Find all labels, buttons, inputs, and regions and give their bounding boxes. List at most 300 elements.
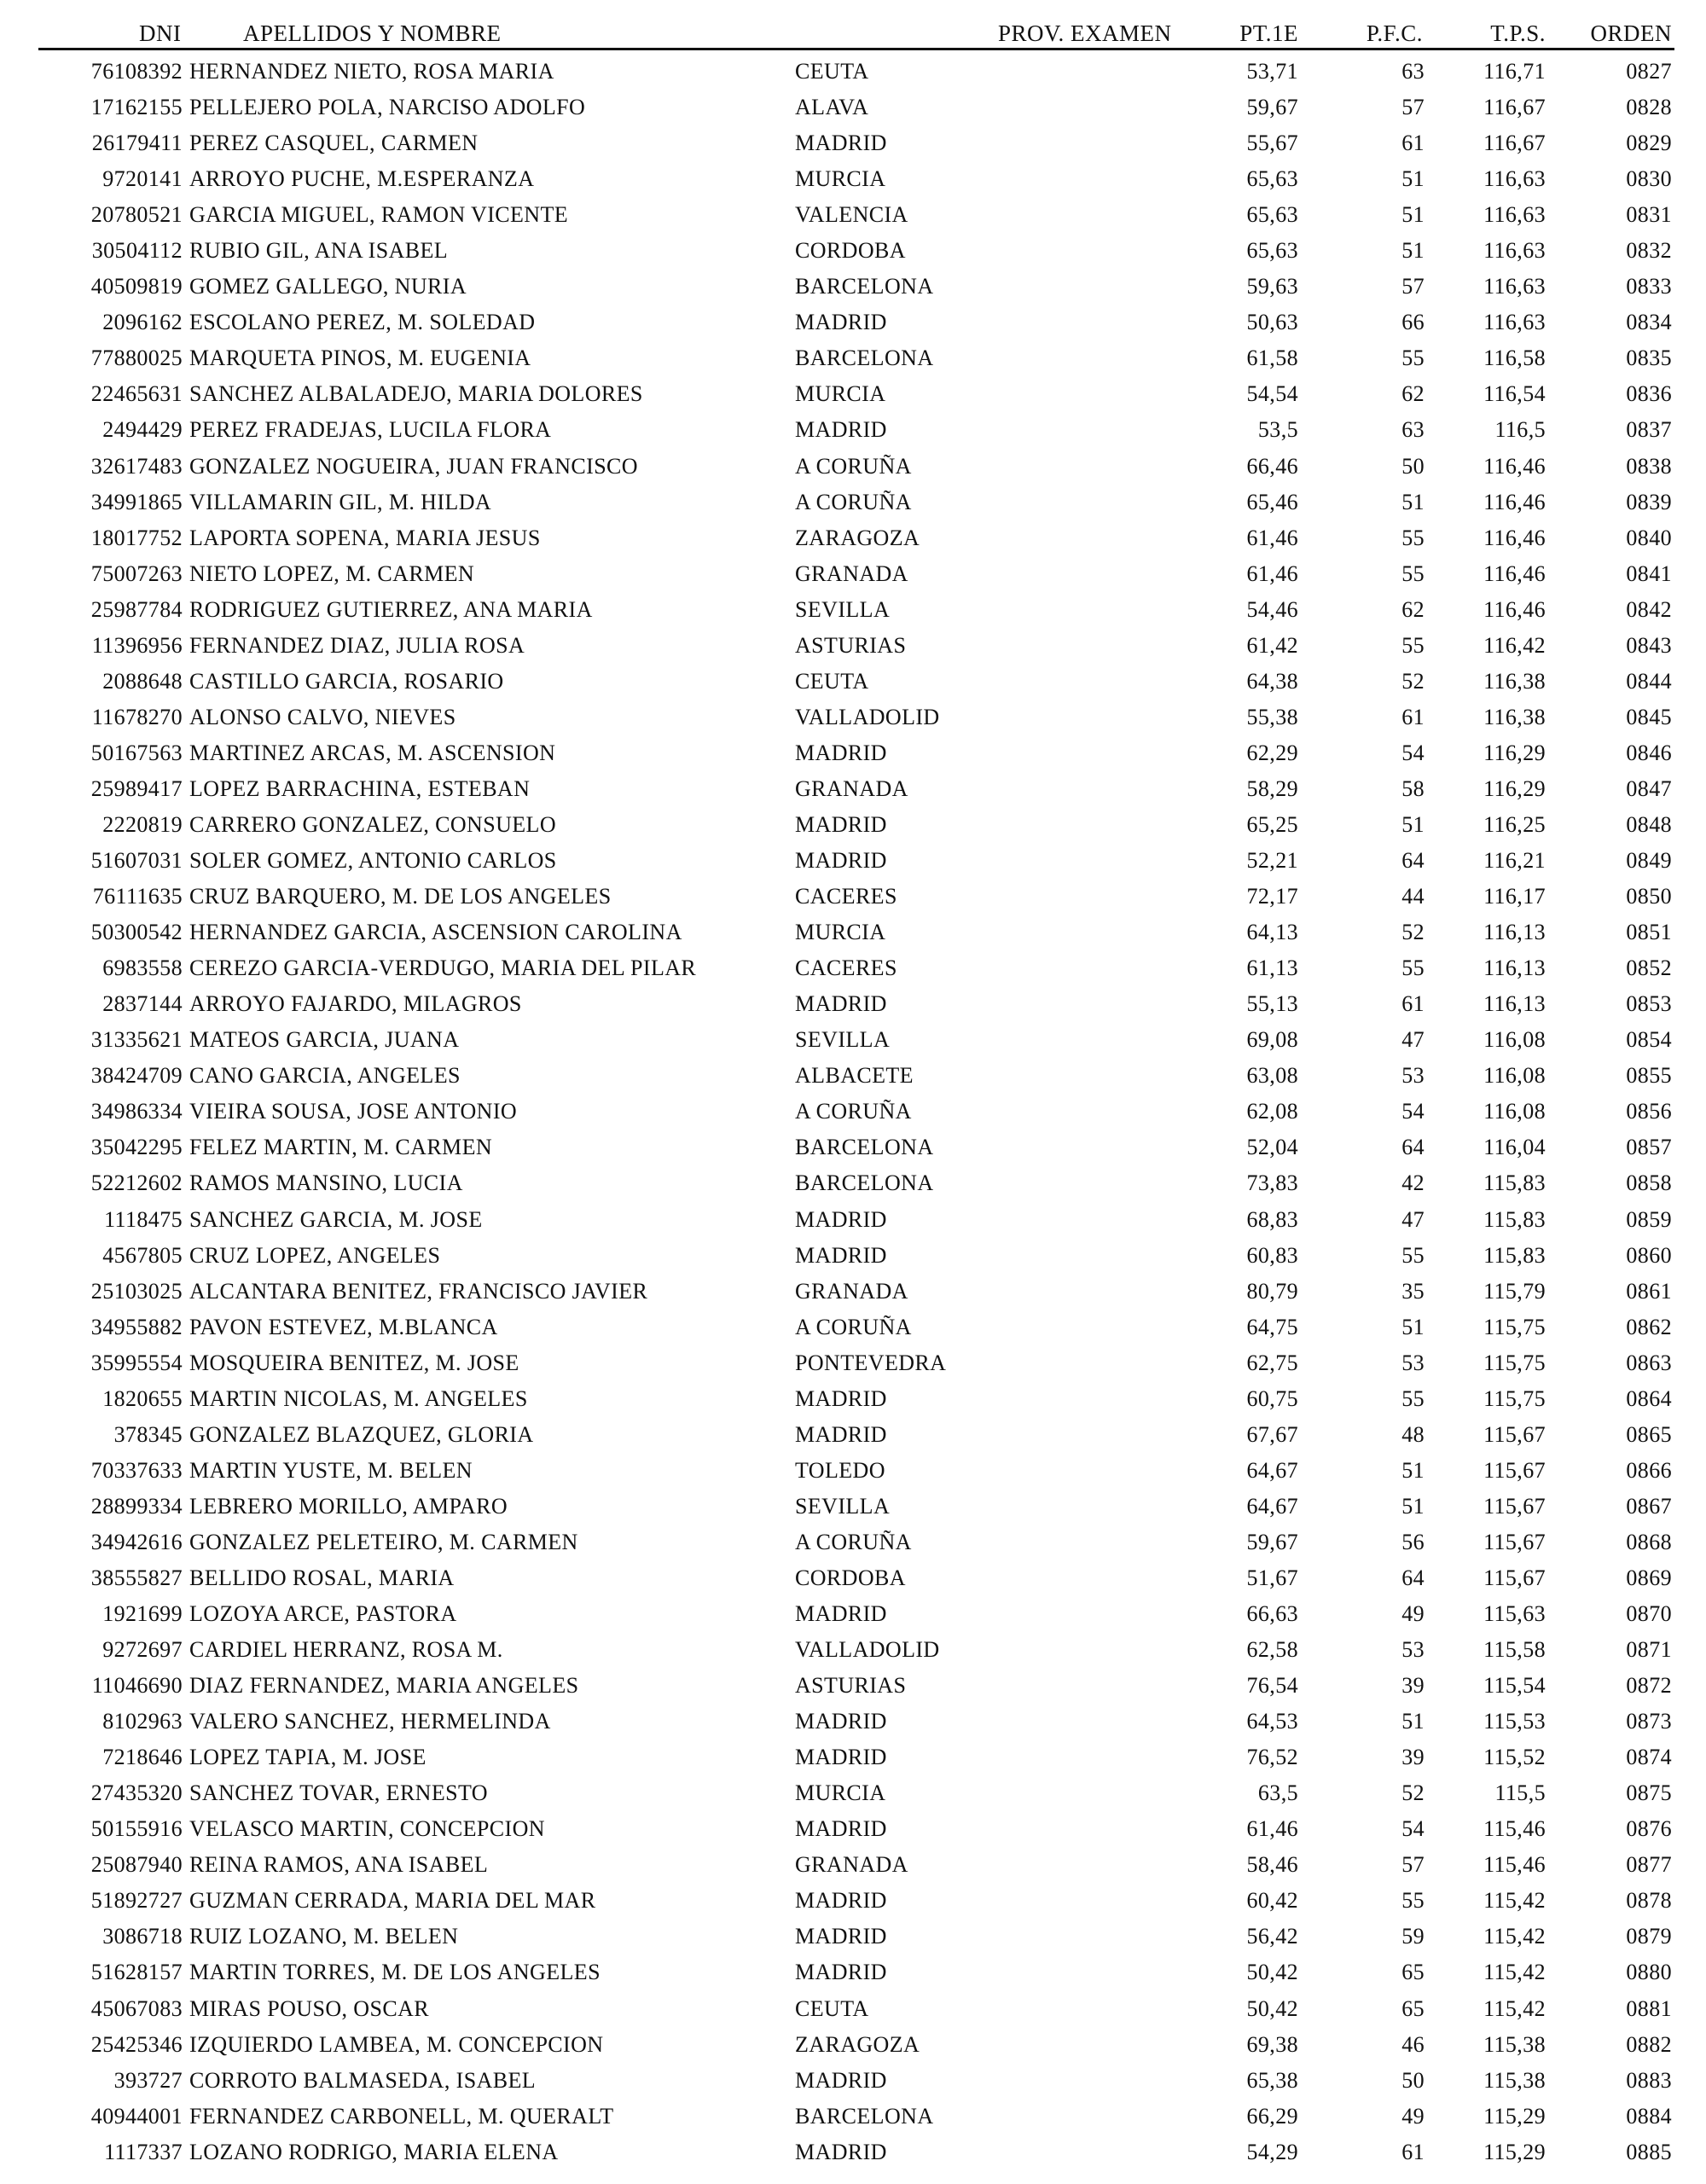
- cell-prov: MADRID: [795, 1960, 887, 1985]
- table-row: [0, 1598, 1706, 1634]
- cell-orden: 0847: [1626, 775, 1672, 801]
- cell-dni: 52212602: [90, 1170, 183, 1196]
- cell-tps: 115,83: [1483, 1206, 1546, 1232]
- cell-orden: 0836: [1626, 381, 1672, 407]
- cell-pfc: 51: [1401, 202, 1425, 228]
- cell-pfc: 42: [1401, 1170, 1425, 1196]
- cell-prov: MADRID: [795, 1206, 887, 1232]
- cell-name: CASTILLO GARCIA, ROSARIO: [189, 668, 504, 694]
- table-row: [0, 1526, 1706, 1562]
- cell-pfc: 55: [1401, 561, 1425, 586]
- cell-pfc: 64: [1401, 1135, 1425, 1160]
- cell-tps: 115,67: [1483, 1493, 1546, 1519]
- cell-pt: 66,29: [1246, 2103, 1298, 2129]
- cell-name: LEBRERO MORILLO, AMPARO: [189, 1493, 508, 1519]
- header-divider: [38, 48, 1674, 50]
- cell-pt: 64,67: [1246, 1457, 1298, 1483]
- table-row: [0, 1419, 1706, 1455]
- cell-dni: 75007263: [90, 561, 183, 586]
- cell-orden: 0850: [1626, 884, 1672, 909]
- cell-orden: 0876: [1626, 1816, 1672, 1842]
- cell-orden: 0831: [1626, 202, 1672, 228]
- cell-name: CORROTO BALMASEDA, ISABEL: [189, 2067, 537, 2093]
- cell-pt: 58,46: [1246, 1852, 1298, 1878]
- cell-tps: 115,42: [1483, 1888, 1546, 1914]
- cell-dni: 38555827: [90, 1565, 183, 1590]
- cell-pt: 61,42: [1246, 632, 1298, 658]
- cell-tps: 115,58: [1483, 1637, 1546, 1663]
- cell-orden: 0883: [1626, 2067, 1672, 2093]
- cell-tps: 116,63: [1483, 274, 1546, 299]
- cell-name: MARTIN YUSTE, M. BELEN: [189, 1457, 473, 1483]
- cell-pt: 59,67: [1246, 1529, 1298, 1554]
- cell-pt: 68,83: [1246, 1206, 1298, 1232]
- cell-prov: PONTEVEDRA: [795, 1350, 947, 1375]
- cell-orden: 0860: [1626, 1242, 1672, 1268]
- table-row: [0, 1167, 1706, 1203]
- table-row: [0, 594, 1706, 630]
- cell-tps: 116,29: [1483, 740, 1546, 765]
- cell-orden: 0851: [1626, 920, 1672, 945]
- table-row: [0, 1777, 1706, 1813]
- table-row: [0, 342, 1706, 378]
- cell-pfc: 62: [1401, 381, 1425, 407]
- cell-prov: A CORUÑA: [795, 1099, 912, 1124]
- cell-dni: 26179411: [91, 131, 183, 156]
- cell-tps: 116,63: [1483, 238, 1546, 264]
- cell-prov: MURCIA: [795, 381, 886, 407]
- cell-tps: 116,08: [1483, 1063, 1546, 1089]
- cell-prov: TOLEDO: [795, 1457, 885, 1483]
- cell-prov: SEVILLA: [795, 1493, 891, 1519]
- cell-pfc: 61: [1401, 131, 1425, 156]
- table-body: [0, 55, 1706, 2172]
- cell-tps: 115,5: [1494, 1780, 1546, 1806]
- cell-name: FERNANDEZ DIAZ, JULIA ROSA: [189, 632, 525, 658]
- cell-pt: 58,29: [1246, 775, 1298, 801]
- cell-name: SANCHEZ TOVAR, ERNESTO: [189, 1780, 488, 1806]
- table-row: [0, 1455, 1706, 1490]
- cell-name: GONZALEZ NOGUEIRA, JUAN FRANCISCO: [189, 453, 638, 479]
- cell-name: FELEZ MARTIN, M. CARMEN: [189, 1135, 493, 1160]
- cell-name: DIAZ FERNANDEZ, MARIA ANGELES: [189, 1673, 579, 1699]
- cell-orden: 0834: [1626, 310, 1672, 335]
- cell-tps: 115,42: [1483, 1924, 1546, 1949]
- cell-prov: GRANADA: [795, 1852, 908, 1878]
- cell-pt: 80,79: [1246, 1278, 1298, 1304]
- cell-tps: 116,04: [1483, 1135, 1546, 1160]
- table-row: [0, 1634, 1706, 1670]
- cell-tps: 116,63: [1483, 310, 1546, 335]
- cell-pt: 55,67: [1246, 131, 1298, 156]
- cell-orden: 0833: [1626, 274, 1672, 299]
- cell-pt: 65,38: [1246, 2067, 1298, 2093]
- cell-prov: MADRID: [795, 848, 887, 874]
- cell-pt: 50,63: [1246, 310, 1298, 335]
- cell-tps: 116,71: [1483, 59, 1546, 84]
- cell-prov: GRANADA: [795, 1278, 908, 1304]
- cell-pfc: 51: [1401, 1493, 1425, 1519]
- cell-pt: 64,38: [1246, 668, 1298, 694]
- table-row: [0, 1240, 1706, 1275]
- cell-orden: 0837: [1626, 417, 1672, 443]
- table-row: [0, 2065, 1706, 2100]
- cell-dni: 51892727: [90, 1888, 183, 1914]
- table-row: [0, 450, 1706, 486]
- cell-dni: 76108392: [90, 59, 183, 84]
- cell-pt: 67,67: [1246, 1421, 1298, 1447]
- table-row: [0, 1311, 1706, 1347]
- cell-dni: 25989417: [90, 775, 183, 801]
- cell-pfc: 61: [1401, 991, 1425, 1017]
- table-row: [0, 701, 1706, 737]
- cell-prov: MADRID: [795, 1601, 887, 1627]
- cell-dni: 9272697: [102, 1637, 183, 1663]
- cell-pt: 61,46: [1246, 561, 1298, 586]
- cell-prov: VALLADOLID: [795, 704, 940, 729]
- cell-prov: MADRID: [795, 740, 887, 765]
- cell-dni: 1921699: [102, 1601, 183, 1627]
- cell-pt: 52,04: [1246, 1135, 1298, 1160]
- cell-prov: GRANADA: [795, 775, 908, 801]
- table-row: [0, 1275, 1706, 1311]
- cell-pfc: 46: [1401, 2031, 1425, 2057]
- cell-pt: 66,46: [1246, 453, 1298, 479]
- cell-prov: BARCELONA: [795, 274, 934, 299]
- cell-pfc: 56: [1401, 1529, 1425, 1554]
- cell-pfc: 64: [1401, 1565, 1425, 1590]
- cell-prov: MADRID: [795, 1242, 887, 1268]
- cell-pt: 65,46: [1246, 489, 1298, 514]
- cell-prov: MADRID: [795, 417, 887, 443]
- cell-prov: CEUTA: [795, 668, 869, 694]
- cell-dni: 51607031: [90, 848, 183, 874]
- cell-tps: 115,42: [1483, 1960, 1546, 1985]
- cell-pt: 72,17: [1246, 884, 1298, 909]
- cell-prov: GRANADA: [795, 561, 908, 586]
- cell-dni: 50300542: [90, 920, 183, 945]
- cell-dni: 18017752: [90, 525, 183, 550]
- cell-prov: MADRID: [795, 811, 887, 837]
- cell-name: GOMEZ GALLEGO, NURIA: [189, 274, 467, 299]
- cell-dni: 31335621: [90, 1027, 183, 1053]
- cell-pfc: 57: [1401, 274, 1425, 299]
- cell-orden: 0838: [1626, 453, 1672, 479]
- cell-name: PAVON ESTEVEZ, M.BLANCA: [189, 1314, 498, 1339]
- cell-pt: 51,67: [1246, 1565, 1298, 1590]
- cell-name: RAMOS MANSINO, LUCIA: [189, 1170, 463, 1196]
- cell-pfc: 35: [1401, 1278, 1425, 1304]
- cell-name: SANCHEZ ALBALADEJO, MARIA DOLORES: [189, 381, 643, 407]
- cell-name: ESCOLANO PEREZ, M. SOLEDAD: [189, 310, 536, 335]
- cell-pt: 64,53: [1246, 1709, 1298, 1734]
- cell-pfc: 51: [1401, 166, 1425, 192]
- cell-pt: 50,42: [1246, 1995, 1298, 2021]
- table-row: [0, 737, 1706, 773]
- cell-name: MOSQUEIRA BENITEZ, M. JOSE: [189, 1350, 519, 1375]
- cell-orden: 0859: [1626, 1206, 1672, 1232]
- cell-prov: CEUTA: [795, 59, 869, 84]
- cell-name: HERNANDEZ GARCIA, ASCENSION CAROLINA: [189, 920, 682, 945]
- cell-prov: MADRID: [795, 1888, 887, 1914]
- cell-name: LOZANO RODRIGO, MARIA ELENA: [189, 2139, 559, 2164]
- table-row: [0, 809, 1706, 845]
- table-row: [0, 1670, 1706, 1705]
- table-row: [0, 127, 1706, 163]
- cell-orden: 0849: [1626, 848, 1672, 874]
- cell-orden: 0835: [1626, 346, 1672, 371]
- cell-dni: 1820655: [102, 1385, 183, 1411]
- header-orden: ORDEN: [1590, 20, 1672, 46]
- cell-tps: 115,67: [1483, 1565, 1546, 1590]
- cell-pt: 53,71: [1246, 59, 1298, 84]
- cell-orden: 0829: [1626, 131, 1672, 156]
- cell-name: MARTIN TORRES, M. DE LOS ANGELES: [189, 1960, 601, 1985]
- cell-tps: 116,46: [1483, 525, 1546, 550]
- cell-tps: 115,75: [1483, 1314, 1546, 1339]
- cell-dni: 40944001: [90, 2103, 183, 2129]
- cell-pfc: 51: [1401, 489, 1425, 514]
- cell-name: HERNANDEZ NIETO, ROSA MARIA: [189, 59, 554, 84]
- cell-orden: 0855: [1626, 1063, 1672, 1089]
- cell-dni: 17162155: [90, 95, 183, 120]
- cell-tps: 116,13: [1483, 991, 1546, 1017]
- cell-tps: 116,58: [1483, 346, 1546, 371]
- cell-prov: MADRID: [795, 1816, 887, 1842]
- table-row: [0, 1920, 1706, 1956]
- cell-dni: 3086718: [102, 1924, 183, 1949]
- table-row: [0, 1347, 1706, 1383]
- cell-tps: 116,13: [1483, 920, 1546, 945]
- cell-prov: ZARAGOZA: [795, 525, 920, 550]
- cell-pfc: 61: [1401, 2139, 1425, 2164]
- cell-name: SANCHEZ GARCIA, M. JOSE: [189, 1206, 483, 1232]
- cell-dni: 2220819: [102, 811, 183, 837]
- cell-pfc: 47: [1401, 1206, 1425, 1232]
- cell-dni: 2088648: [102, 668, 183, 694]
- cell-name: GARCIA MIGUEL, RAMON VICENTE: [189, 202, 569, 228]
- cell-name: GUZMAN CERRADA, MARIA DEL MAR: [189, 1888, 596, 1914]
- table-row: [0, 378, 1706, 414]
- table-row: [0, 1024, 1706, 1060]
- cell-pt: 61,58: [1246, 346, 1298, 371]
- cell-orden: 0830: [1626, 166, 1672, 192]
- cell-name: PELLEJERO POLA, NARCISO ADOLFO: [189, 95, 586, 120]
- cell-dni: 378345: [113, 1421, 183, 1447]
- table-row: [0, 558, 1706, 594]
- cell-pt: 61,46: [1246, 1816, 1298, 1842]
- table-row: [0, 306, 1706, 342]
- cell-prov: MURCIA: [795, 1780, 886, 1806]
- table-header: [0, 15, 1706, 49]
- cell-pfc: 55: [1401, 1888, 1425, 1914]
- cell-prov: MADRID: [795, 991, 887, 1017]
- cell-tps: 116,46: [1483, 561, 1546, 586]
- cell-pt: 64,13: [1246, 920, 1298, 945]
- cell-prov: MADRID: [795, 1421, 887, 1447]
- cell-prov: BARCELONA: [795, 1135, 934, 1160]
- table-row: [0, 665, 1706, 701]
- table-row: [0, 952, 1706, 988]
- table-row: [0, 1204, 1706, 1240]
- cell-dni: 50167563: [90, 740, 183, 765]
- cell-pt: 63,08: [1246, 1063, 1298, 1089]
- cell-name: VALERO SANCHEZ, HERMELINDA: [189, 1709, 551, 1734]
- cell-orden: 0857: [1626, 1135, 1672, 1160]
- cell-pt: 62,08: [1246, 1099, 1298, 1124]
- cell-pt: 59,63: [1246, 274, 1298, 299]
- cell-name: MARQUETA PINOS, M. EUGENIA: [189, 346, 531, 371]
- cell-orden: 0845: [1626, 704, 1672, 729]
- cell-pfc: 52: [1401, 920, 1425, 945]
- header-tps: T.P.S.: [1490, 20, 1546, 46]
- cell-name: CANO GARCIA, ANGELES: [189, 1063, 461, 1089]
- cell-dni: 2494429: [102, 417, 183, 443]
- cell-tps: 116,08: [1483, 1099, 1546, 1124]
- cell-orden: 0881: [1626, 1995, 1672, 2021]
- cell-dni: 28899334: [90, 1493, 183, 1519]
- cell-dni: 6983558: [102, 956, 183, 981]
- table-row: [0, 1993, 1706, 2029]
- table-row: [0, 2136, 1706, 2172]
- cell-dni: 1118475: [104, 1206, 183, 1232]
- cell-orden: 0869: [1626, 1565, 1672, 1590]
- cell-pfc: 65: [1401, 1960, 1425, 1985]
- cell-pfc: 52: [1401, 668, 1425, 694]
- cell-pt: 65,63: [1246, 202, 1298, 228]
- cell-name: GONZALEZ PELETEIRO, M. CARMEN: [189, 1529, 578, 1554]
- cell-name: VELASCO MARTIN, CONCEPCION: [189, 1816, 545, 1842]
- cell-orden: 0861: [1626, 1278, 1672, 1304]
- table-row: [0, 163, 1706, 199]
- cell-name: CARDIEL HERRANZ, ROSA M.: [189, 1637, 503, 1663]
- cell-dni: 7218646: [102, 1745, 183, 1770]
- cell-orden: 0865: [1626, 1421, 1672, 1447]
- cell-dni: 51628157: [90, 1960, 183, 1985]
- cell-prov: ALBACETE: [795, 1063, 914, 1089]
- cell-dni: 34942616: [90, 1529, 183, 1554]
- cell-tps: 115,79: [1483, 1278, 1546, 1304]
- cell-prov: CORDOBA: [795, 238, 906, 264]
- cell-dni: 25425346: [90, 2031, 183, 2057]
- cell-pfc: 52: [1401, 1780, 1425, 1806]
- cell-tps: 115,67: [1483, 1457, 1546, 1483]
- cell-orden: 0875: [1626, 1780, 1672, 1806]
- cell-prov: MADRID: [795, 1385, 887, 1411]
- cell-prov: BARCELONA: [795, 1170, 934, 1196]
- cell-name: LOZOYA ARCE, PASTORA: [189, 1601, 457, 1627]
- cell-tps: 116,13: [1483, 956, 1546, 981]
- cell-name: CEREZO GARCIA-VERDUGO, MARIA DEL PILAR: [189, 956, 697, 981]
- cell-orden: 0839: [1626, 489, 1672, 514]
- cell-tps: 115,83: [1483, 1242, 1546, 1268]
- cell-dni: 2837144: [102, 991, 183, 1017]
- cell-orden: 0867: [1626, 1493, 1672, 1519]
- cell-pfc: 51: [1401, 238, 1425, 264]
- cell-pfc: 39: [1401, 1745, 1425, 1770]
- table-row: [0, 1885, 1706, 1920]
- cell-tps: 116,08: [1483, 1027, 1546, 1053]
- cell-tps: 116,42: [1483, 632, 1546, 658]
- cell-dni: 11046690: [91, 1673, 183, 1699]
- cell-name: SOLER GOMEZ, ANTONIO CARLOS: [189, 848, 557, 874]
- cell-orden: 0879: [1626, 1924, 1672, 1949]
- cell-orden: 0852: [1626, 956, 1672, 981]
- table-row: [0, 1490, 1706, 1526]
- cell-prov: ZARAGOZA: [795, 2031, 920, 2057]
- cell-dni: 38424709: [90, 1063, 183, 1089]
- cell-pfc: 39: [1401, 1673, 1425, 1699]
- cell-tps: 116,29: [1483, 775, 1546, 801]
- cell-orden: 0841: [1626, 561, 1672, 586]
- cell-pt: 64,67: [1246, 1493, 1298, 1519]
- cell-dni: 8102963: [102, 1709, 183, 1734]
- cell-prov: A CORUÑA: [795, 1314, 912, 1339]
- cell-name: BELLIDO ROSAL, MARIA: [189, 1565, 455, 1590]
- table-row: [0, 1813, 1706, 1849]
- cell-pt: 61,46: [1246, 525, 1298, 550]
- cell-pfc: 51: [1401, 1709, 1425, 1734]
- cell-prov: SEVILLA: [795, 1027, 891, 1053]
- cell-dni: 11396956: [91, 632, 183, 658]
- cell-dni: 22465631: [90, 381, 183, 407]
- cell-tps: 115,75: [1483, 1350, 1546, 1375]
- cell-orden: 0840: [1626, 525, 1672, 550]
- cell-dni: 45067083: [90, 1995, 183, 2021]
- table-row: [0, 1131, 1706, 1167]
- cell-name: RODRIGUEZ GUTIERREZ, ANA MARIA: [189, 596, 593, 622]
- cell-pfc: 50: [1401, 2067, 1425, 2093]
- cell-orden: 0866: [1626, 1457, 1672, 1483]
- cell-prov: ASTURIAS: [795, 632, 907, 658]
- cell-orden: 0874: [1626, 1745, 1672, 1770]
- cell-dni: 11678270: [91, 704, 183, 729]
- cell-tps: 115,38: [1483, 2067, 1546, 2093]
- table-row: [0, 522, 1706, 558]
- cell-name: LOPEZ BARRACHINA, ESTEBAN: [189, 775, 531, 801]
- cell-dni: 32617483: [90, 453, 183, 479]
- cell-pt: 76,54: [1246, 1673, 1298, 1699]
- cell-orden: 0882: [1626, 2031, 1672, 2057]
- cell-pt: 65,63: [1246, 166, 1298, 192]
- cell-tps: 115,46: [1483, 1816, 1546, 1842]
- cell-prov: BARCELONA: [795, 2103, 934, 2129]
- cell-prov: MADRID: [795, 1924, 887, 1949]
- cell-tps: 115,53: [1483, 1709, 1546, 1734]
- cell-orden: 0864: [1626, 1385, 1672, 1411]
- cell-orden: 0828: [1626, 95, 1672, 120]
- table-row: [0, 91, 1706, 127]
- cell-pfc: 63: [1401, 417, 1425, 443]
- cell-dni: 50155916: [90, 1816, 183, 1842]
- cell-name: VILLAMARIN GIL, M. HILDA: [189, 489, 492, 514]
- cell-pfc: 51: [1401, 811, 1425, 837]
- table-row: [0, 1849, 1706, 1885]
- cell-pt: 66,63: [1246, 1601, 1298, 1627]
- cell-orden: 0878: [1626, 1888, 1672, 1914]
- cell-orden: 0862: [1626, 1314, 1672, 1339]
- table-row: [0, 1562, 1706, 1598]
- cell-pfc: 55: [1401, 1242, 1425, 1268]
- cell-dni: 1117337: [104, 2139, 183, 2164]
- cell-name: CARRERO GONZALEZ, CONSUELO: [189, 811, 557, 837]
- cell-pt: 54,46: [1246, 596, 1298, 622]
- cell-tps: 115,75: [1483, 1385, 1546, 1411]
- cell-dni: 35042295: [90, 1135, 183, 1160]
- cell-tps: 115,52: [1483, 1745, 1546, 1770]
- cell-orden: 0853: [1626, 991, 1672, 1017]
- cell-name: LOPEZ TAPIA, M. JOSE: [189, 1745, 426, 1770]
